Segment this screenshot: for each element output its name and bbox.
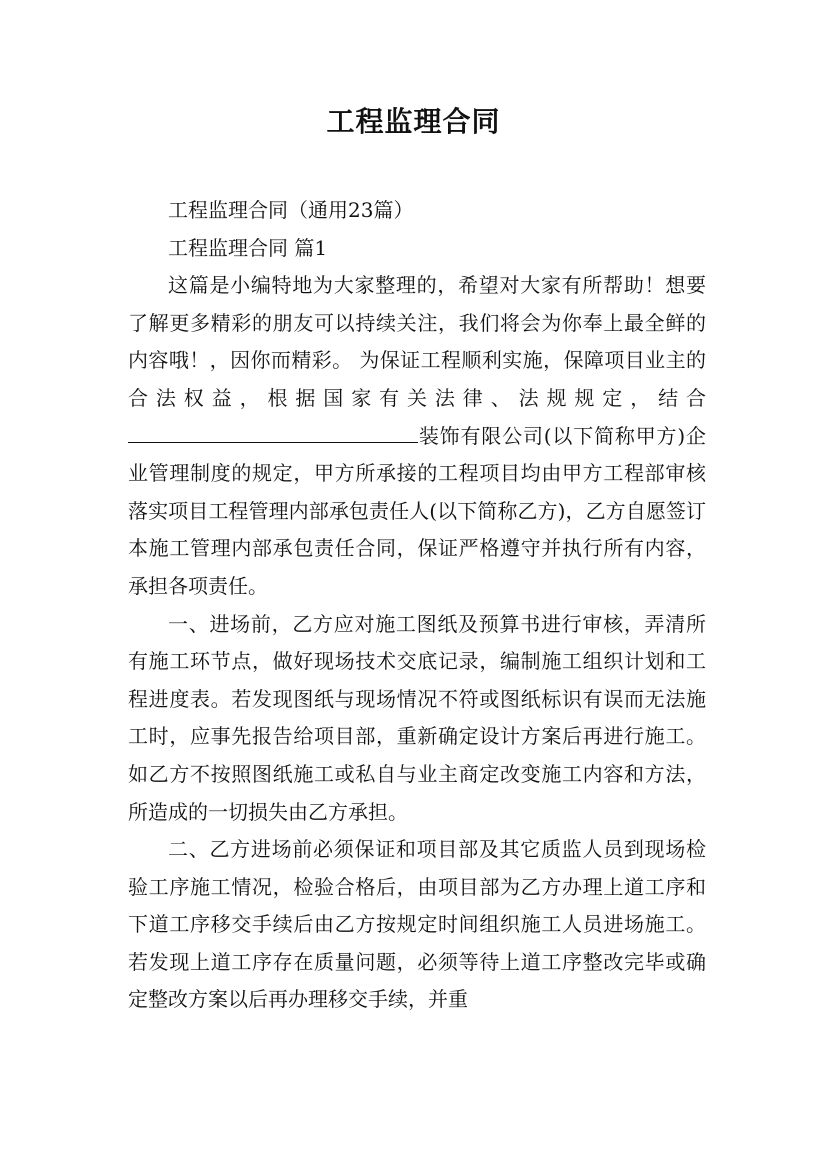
fill-in-blank-line: [128, 441, 418, 443]
intro-paragraph: [128, 267, 706, 605]
document-title: 工程监理合同: [326, 105, 501, 138]
subtitle-line: 工程监理合同（通用23篇）: [168, 198, 414, 222]
section-heading: 工程监理合同 篇1: [168, 235, 328, 260]
clause-1-paragraph: 一、进场前，乙方应对施工图纸及预算书进行审核，弄清所有施工环节点，做好现场技术交底记录，编制施工组织计划和工程进度表。若发现图纸与现场情况不符或图纸标识有误而无法施工时，应事先报告给项目部，重新确定设计方案后再进行施工。如乙方不按照图纸施工或私自与业主商定改变施工内容和方法，所造成的一切损失由乙方承担。: [128, 611, 706, 824]
clause-2-paragraph: 二、乙方进场前必须保证和项目部及其它质监人员到现场检验工序施工情况，检验合格后，由项目部为乙方办理上道工序和下道工序移交手续后由乙方按规定时间组织施工人员进场施工。若发现上道工序存在质量问题，必须等待上道工序整改完毕或确定整改方案以后再办理移交手续，并重: [128, 837, 706, 1012]
intro-text-part1: 这篇是小编特地为大家整理的，希望对大家有所帮助！想要了解更多精彩的朋友可以持续关注，我们将会为你奉上最全鲜的内容哦！，因你而精彩。 为保证工程顺利实施，保障项目业主的合法权益，根据国家有关法律、法规规定，结合: [128, 273, 706, 410]
intro-text-part2: 装饰有限公司(以下简称甲方)企业管理制度的规定，甲方所承接的工程项目均由甲方工程部审核落实项目工程管理内部承包责任人(以下简称乙方)，乙方自愿签订本施工管理内部承包责任合同，保证严格遵守并执行所有内容，承担各项责任。: [128, 423, 706, 598]
document-body: [128, 192, 706, 1019]
